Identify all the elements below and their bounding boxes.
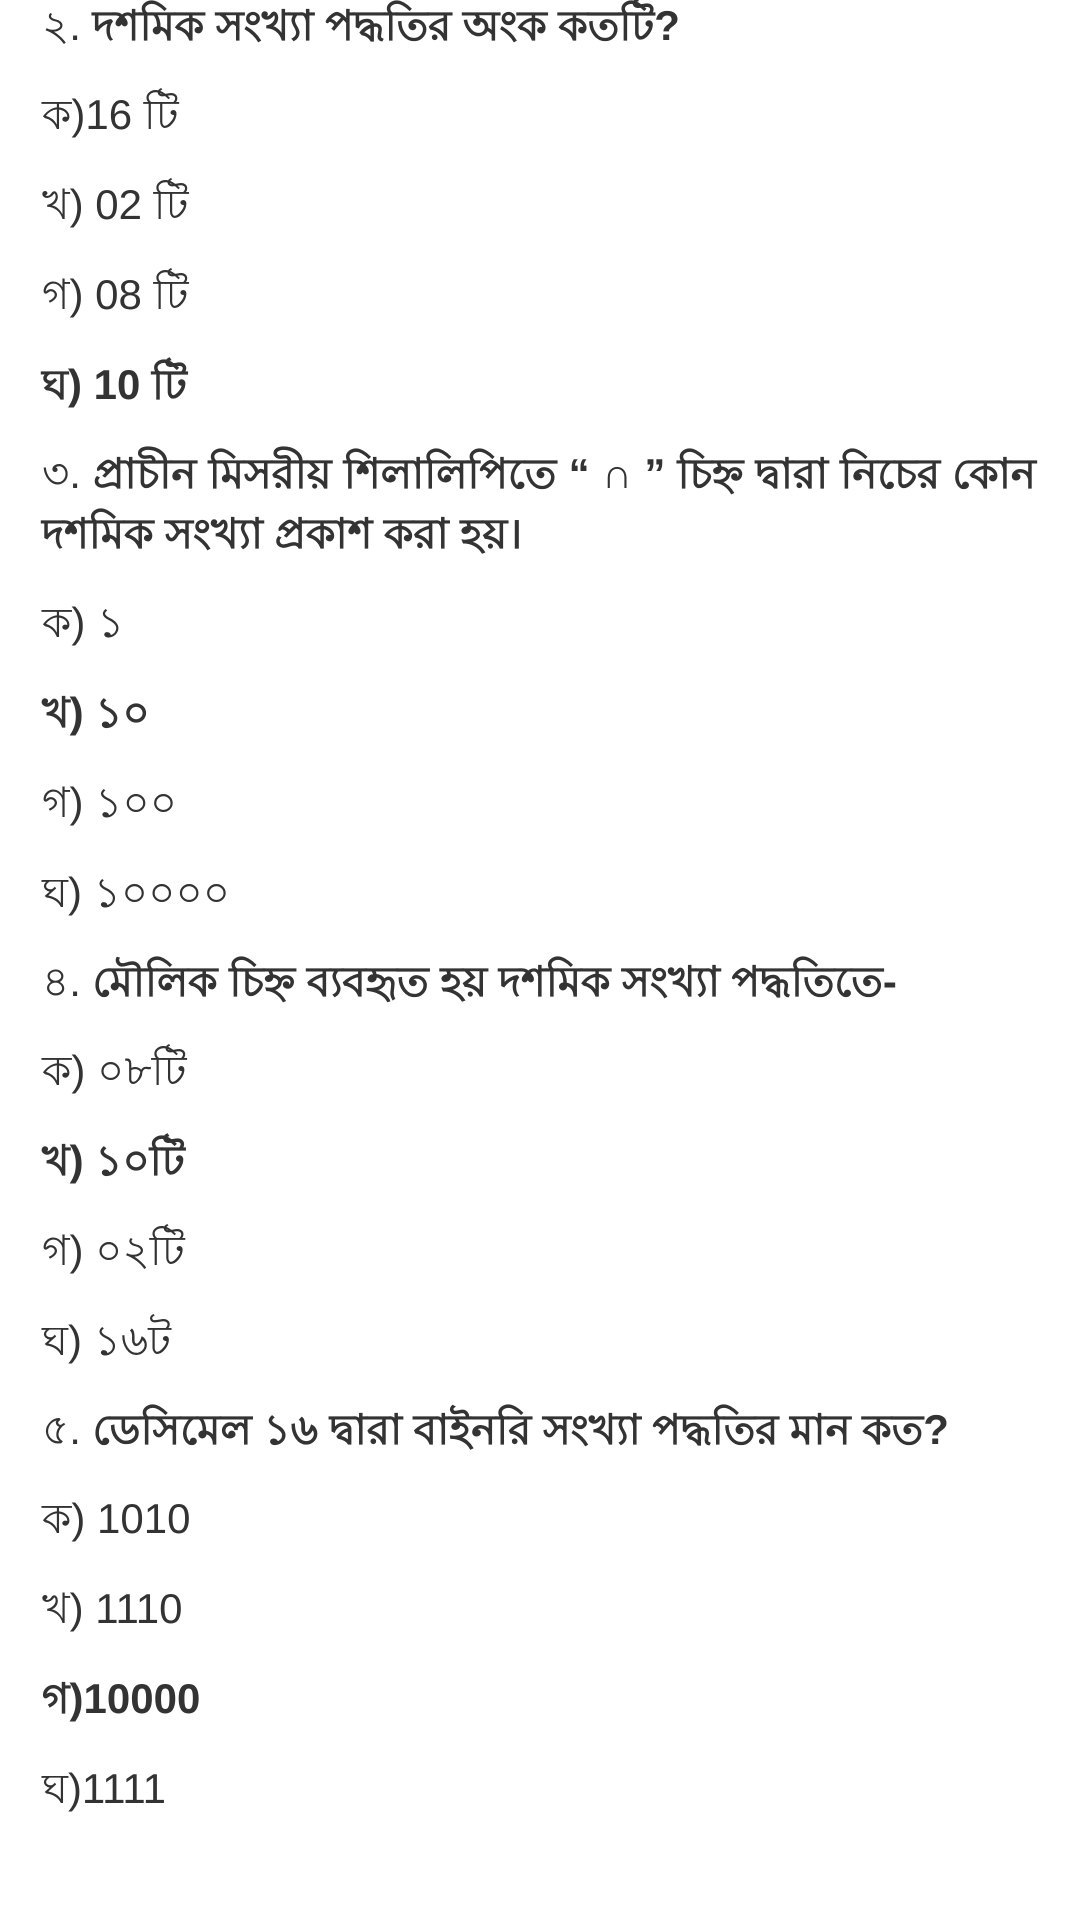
option-ga: গ) ১০০: [42, 779, 178, 826]
options-list: [42, 1488, 1036, 1820]
option-ka: ক) ০৮টি: [42, 1047, 187, 1094]
question-body: ডেসিমেল ১৬ দ্বারা বাইনরি সংখ্যা পদ্ধতির মান কত?: [92, 1406, 949, 1453]
option-kha-correct: খ) ১০: [42, 689, 150, 736]
option-gha: ঘ) ১০০০০: [42, 869, 231, 916]
question-text: [42, 1400, 1036, 1460]
question-number: ২.: [42, 2, 81, 49]
option-kha-correct: খ) ১০টি: [42, 1137, 185, 1184]
question-body: মৌলিক চিহ্ন ব্যবহৃত হয় দশমিক সংখ্যা পদ্ধতিতে-: [92, 958, 897, 1005]
option-kha: খ) 1110: [42, 1585, 183, 1632]
question-text: [42, 0, 1036, 56]
question-number: ৪.: [42, 958, 81, 1005]
option-ka: ক)16 টি: [42, 91, 179, 138]
question-text: [42, 444, 1036, 564]
question-2: [42, 0, 1036, 416]
option-ka: ক) 1010: [42, 1495, 191, 1542]
question-body: দশমিক সংখ্যা পদ্ধতির অংক কতটি?: [92, 2, 680, 49]
option-gha: ঘ)1111: [42, 1765, 167, 1812]
options-list: [42, 592, 1036, 924]
option-gha-correct: ঘ) 10 টি: [42, 361, 187, 408]
question-text: [42, 952, 1036, 1012]
option-ga: গ) 08 টি: [42, 271, 189, 318]
option-ga-correct: গ)10000: [42, 1675, 201, 1722]
question-5: [42, 1400, 1036, 1820]
option-kha: খ) 02 টি: [42, 181, 189, 228]
options-list: [42, 84, 1036, 416]
option-ga: গ) ০২টি: [42, 1227, 185, 1274]
option-gha: ঘ) ১৬ট: [42, 1317, 172, 1364]
options-list: [42, 1040, 1036, 1372]
option-ka: ক) ১: [42, 599, 125, 646]
question-number: ৩.: [42, 450, 81, 497]
question-body: প্রাচীন মিসরীয় শিলালিপিতে “ ∩ ” চিহ্ন দ্বারা নিচের কোন দশমিক সংখ্যা প্রকাশ করা হয়।: [42, 450, 1036, 557]
question-3: [42, 444, 1036, 924]
question-number: ৫.: [42, 1406, 81, 1453]
question-4: [42, 952, 1036, 1372]
